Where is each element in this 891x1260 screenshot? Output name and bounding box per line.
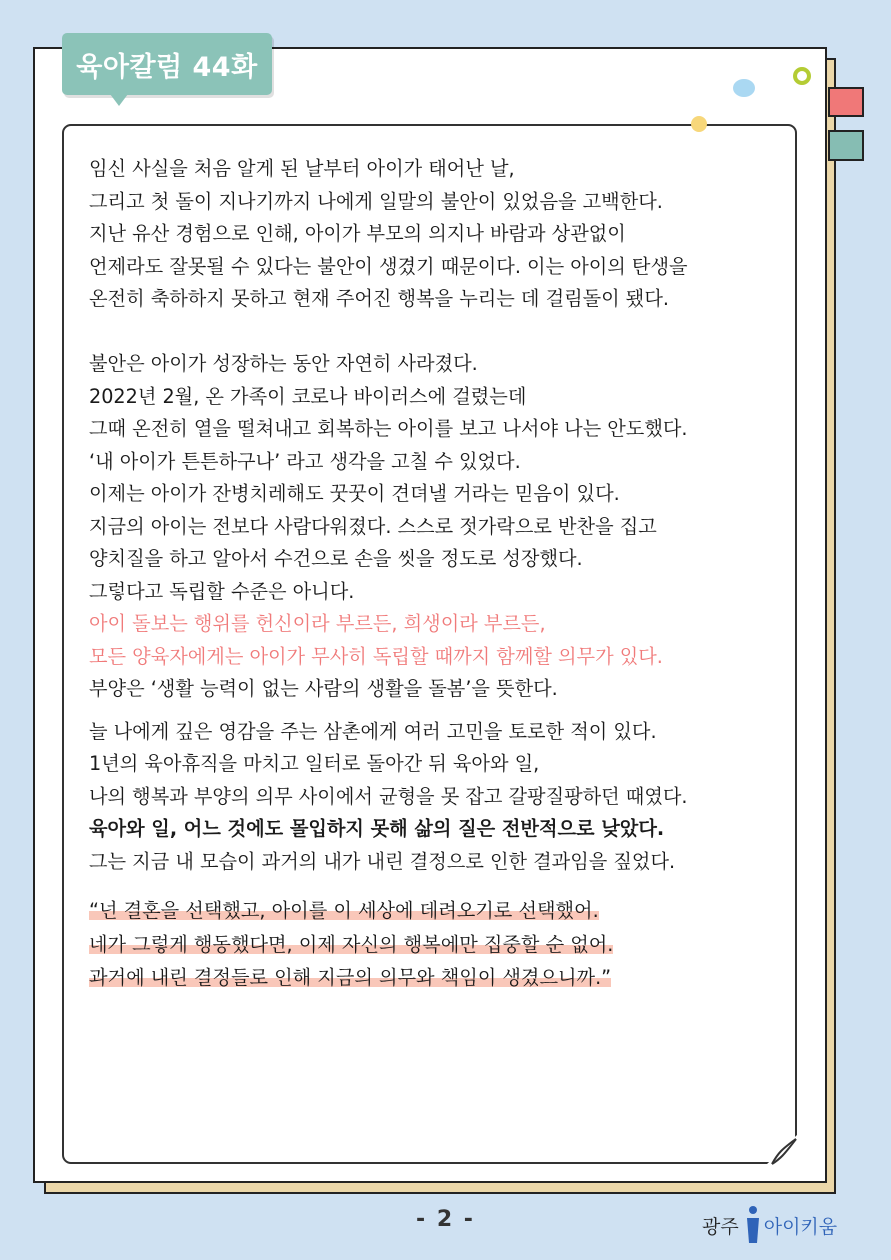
text-line: 지금의 아이는 전보다 사람다워졌다. 스스로 젓가락으로 반찬을 집고 bbox=[89, 514, 657, 538]
text-line: 지난 유산 경험으로 인해, 아이가 부모의 의지나 바람과 상관없이 bbox=[89, 222, 626, 245]
decor-dot-blue bbox=[733, 79, 755, 97]
brand-logo bbox=[702, 1203, 837, 1247]
bookmark-tab-teal bbox=[828, 130, 864, 161]
text-line: 언제라도 잘못될 수 있다는 불안이 생겼기 때문이다. 이는 아이의 탄생을 bbox=[89, 254, 688, 278]
bookmark-tab-red bbox=[828, 87, 864, 117]
bold-line: 육아와 일, 어느 것에도 몰입하지 못해 삶의 질은 전반적으로 낮았다. bbox=[89, 817, 665, 840]
page-curl-icon bbox=[766, 1135, 798, 1165]
page-title: 육아칼럼 44화 bbox=[76, 51, 258, 83]
text-line: 그는 지금 내 모습이 과거의 내가 내린 결정으로 인한 결과임을 짚었다. bbox=[89, 849, 676, 873]
article-body bbox=[89, 153, 789, 995]
decor-dot-yellow bbox=[691, 116, 707, 132]
text-line: 나의 행복과 부양의 의무 사이에서 균형을 못 잡고 갈팡질팡하던 때였다. bbox=[89, 784, 688, 808]
highlight-line: 아이 돌보는 행위를 헌신이라 부르든, 희생이라 부르든, bbox=[89, 612, 546, 635]
text-line: 1년의 육아휴직을 마치고 일터로 돌아간 뒤 육아와 일, bbox=[89, 752, 540, 775]
quote-line: 네가 그렇게 행동했다면, 이제 자신의 행복에만 집중할 순 없어. bbox=[89, 932, 614, 956]
text-line: 이제는 아이가 잔병치레해도 꿋꿋이 견뎌낼 거라는 믿음이 있다. bbox=[89, 482, 620, 505]
text-line: 부양은 ‘생활 능력이 없는 사람의 생활을 돌봄’을 뜻한다. bbox=[89, 677, 558, 700]
text-line: 2022년 2월, 온 가족이 코로나 바이러스에 걸렸는데 bbox=[89, 384, 527, 408]
text-line: 그렇다고 독립할 수준은 아니다. bbox=[89, 579, 355, 603]
text-line: 그때 온전히 열을 떨쳐내고 회복하는 아이를 보고 나서야 나는 안도했다. bbox=[89, 417, 688, 440]
text-line: 양치질을 하고 알아서 수건으로 손을 씻을 정도로 성장했다. bbox=[89, 547, 583, 570]
paragraph-1 bbox=[89, 153, 789, 316]
page-number: - 2 - bbox=[416, 1207, 475, 1232]
quote-block bbox=[89, 894, 789, 995]
text-line: 불안은 아이가 성장하는 동안 자연히 사라졌다. bbox=[89, 352, 478, 375]
paragraph-3 bbox=[89, 716, 789, 879]
text-line: 임신 사실을 처음 알게 된 날부터 아이가 태어난 날, bbox=[89, 157, 515, 180]
logo-brand-text: 아이키움 bbox=[763, 1215, 838, 1238]
text-line: 그리고 첫 돌이 지나기까지 나에게 일말의 불안이 있었음을 고백한다. bbox=[89, 189, 663, 213]
paragraph-2 bbox=[89, 348, 789, 706]
column-title-badge bbox=[62, 33, 272, 95]
quote-line: 과거에 내린 결정들로 인해 지금의 의무와 책임이 생겼으니까.” bbox=[89, 966, 612, 989]
quote-line: “넌 결혼을 선택했고, 아이를 이 세상에 데려오기로 선택했어. bbox=[89, 899, 599, 922]
text-line: ‘내 아이가 튼튼하구나’ 라고 생각을 고칠 수 있었다. bbox=[89, 449, 521, 473]
highlight-line: 모든 양육자에게는 아이가 무사히 독립할 때까지 함께할 의무가 있다. bbox=[89, 644, 663, 668]
text-line: 온전히 축하하지 못하고 현재 주어진 행복을 누리는 데 걸림돌이 됐다. bbox=[89, 287, 669, 310]
person-icon bbox=[744, 1205, 762, 1245]
logo-org-text: 광주 bbox=[702, 1215, 739, 1238]
decor-ring-green bbox=[793, 67, 811, 85]
text-line: 늘 나에게 깊은 영감을 주는 삼촌에게 여러 고민을 토로한 적이 있다. bbox=[89, 719, 657, 743]
